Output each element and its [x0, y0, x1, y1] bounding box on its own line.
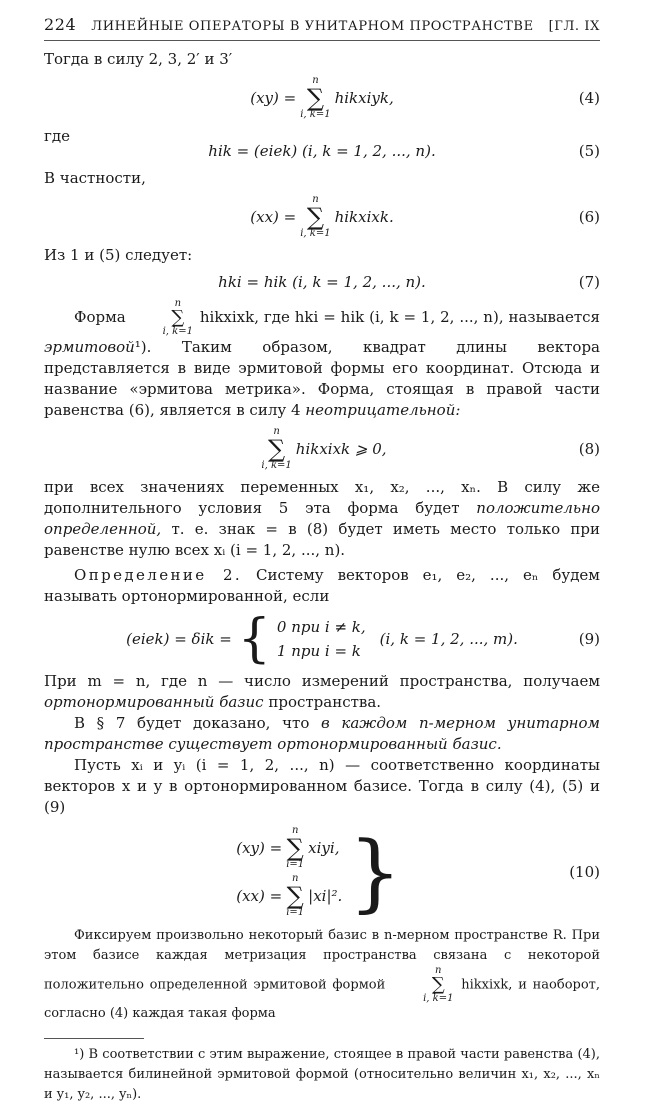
header-chapter: [ГЛ. IX	[548, 19, 600, 34]
eq5-label: (5)	[578, 142, 600, 160]
sum-symbol: n ∑ i, k=1	[393, 966, 453, 1004]
eq6-lhs: (xx) =	[250, 207, 297, 226]
eq9-label: (9)	[578, 629, 600, 648]
eq9-case-1: 0 при i ≠ k,	[276, 618, 366, 636]
eq6-rhs: hikxixk.	[334, 207, 394, 226]
eq4-label: (4)	[578, 88, 600, 107]
p5-term-nonnegative: неотрицательной:	[305, 401, 461, 419]
equation-5	[44, 141, 600, 162]
sum-symbol: n ∑ i, k=1	[300, 75, 331, 120]
eq10-line-2	[236, 874, 342, 918]
eq10-system	[236, 826, 342, 918]
paragraph-6	[44, 477, 600, 561]
p6-term-positive-definite: положительно определенной,	[44, 499, 600, 538]
eq8-rhs: hikxixk ⩾ 0,	[295, 439, 387, 458]
sum-symbol: n ∑ i, k=1	[300, 194, 331, 239]
eq10-label: (10)	[569, 862, 600, 881]
page-number: 224	[44, 15, 77, 34]
sum-lower: i, k=1	[423, 993, 454, 1004]
sum-upper: n	[174, 298, 182, 309]
sum-upper: n	[435, 965, 442, 976]
p7-text-a: При m = n, где n — число измерений пространства, получаем	[44, 672, 600, 690]
footnote-divider	[44, 1038, 144, 1039]
eq9-condition: (i, k = 1, 2, ..., m).	[379, 629, 518, 648]
eq4-lhs: (xy) =	[250, 88, 297, 107]
sum-upper: n	[291, 873, 299, 884]
sum-symbol: n ∑ i, k=1	[261, 426, 292, 471]
definition-text: Систему векторов e₁, e₂, ..., eₙ будем называть ортонормированной, если	[44, 566, 600, 605]
p8-text-a: В § 7 будет доказано, что	[74, 714, 310, 732]
left-brace: {	[237, 609, 271, 669]
eq10-line-2-rhs: |xi|².	[308, 886, 343, 905]
paragraph-2: где	[44, 127, 70, 145]
p5-term-hermitian: эрмитовой	[44, 338, 135, 356]
equation-4	[44, 76, 600, 120]
paragraph-7	[44, 671, 600, 713]
footnote: ¹) В соответствии с этим выражение, стоящее в правой части равенства (4), называется билинейной эрмитовой формой (относительно величин x₁, x₂, ..., xₙ и y₁, y₂, ..., yₙ).	[44, 1047, 600, 1102]
eq9-cases	[277, 615, 366, 663]
eq9-lhs: (eiek) = δik =	[126, 629, 232, 648]
p8-theorem: в каждом n-мерном унитарном пространстве существует ортонормированный базис.	[44, 714, 600, 753]
sum-upper: n	[312, 194, 319, 205]
paragraph-4: Из 1 и (5) следует:	[44, 246, 193, 264]
sum-symbol: n ∑ i, k=1	[133, 299, 193, 337]
eq10-line-2-lhs: (xx) =	[236, 886, 283, 905]
small-text-b: hikxixk, и наоборот, согласно (4) каждая такая форма	[44, 977, 600, 1021]
running-header	[44, 14, 600, 41]
eq8-label: (8)	[578, 439, 600, 458]
sum-upper: n	[312, 75, 319, 86]
sum-lower: i, k=1	[300, 109, 331, 120]
sum-lower: i, k=1	[300, 228, 331, 239]
paragraph-8	[44, 713, 600, 755]
small-text-a: Фиксируем произвольно некоторый базис в n-мерном пространстве R. При этом базисе каждая метризация пространства связана с некоторой положительно определенной эрмитовой формой	[44, 928, 600, 993]
p6-text-a: при всех значениях переменных x₁, x₂, ..., xₙ. В силу же дополнительного условия 5 эта форма будет	[44, 478, 600, 517]
eq7-label: (7)	[578, 273, 600, 291]
sum-upper: n	[273, 426, 280, 437]
p7-text-c: пространства.	[268, 693, 382, 711]
sum-lower: i=1	[286, 907, 305, 918]
eq10-line-1-rhs: xiyi,	[308, 838, 340, 857]
equation-8	[44, 427, 600, 471]
eq6-label: (6)	[578, 207, 600, 226]
sum-lower: i, k=1	[261, 460, 292, 471]
paragraph-3: В частности,	[44, 169, 146, 187]
sum-lower: i, k=1	[162, 326, 193, 337]
right-brace: }	[348, 823, 402, 921]
equation-6	[44, 195, 600, 239]
equation-7	[44, 272, 600, 293]
sum-lower: i=1	[286, 859, 305, 870]
sum-upper: n	[291, 825, 299, 836]
definition-label: Определение 2.	[74, 566, 243, 584]
sum-symbol: n ∑ i=1	[286, 873, 305, 918]
eq4-rhs: hikxiyk,	[334, 88, 394, 107]
p6-text-c: т. е. знак = в (8) будет иметь место только при равенстве нулю всех xᵢ (i = 1, 2, ..., n).	[44, 520, 600, 559]
p7-term-orthonormal-basis: ортонормированный базис	[44, 693, 264, 711]
p5-text-b: hikxixk, где hki = hik (i, k = 1, 2, ..., n), называется	[199, 308, 600, 326]
eq10-line-1	[236, 826, 342, 870]
p5-text-a: Форма	[74, 308, 126, 326]
paragraph-1: Тогда в силу 2, 3, 2′ и 3′	[44, 50, 233, 68]
eq7-expr: hki = hik (i, k = 1, 2, ..., n).	[218, 273, 426, 291]
equation-9	[44, 609, 600, 669]
eq10-line-1-lhs: (xy) =	[236, 838, 283, 857]
header-title: ЛИНЕЙНЫЕ ОПЕРАТОРЫ В УНИТАРНОМ ПРОСТРАНСТВЕ	[91, 19, 534, 34]
definition-2	[44, 565, 600, 607]
p5-text-d: ¹). Таким образом, квадрат длины вектора представляется в виде эрмитовой формы его координат. Отсюда и название «эрмитова метрика». Форма, стоящая в правой части равенства (6), является в силу 4	[44, 338, 600, 419]
eq9-case-2: 1 при i = k	[276, 642, 361, 660]
paragraph-5	[44, 299, 600, 421]
page	[44, 14, 600, 1105]
paragraph-9: Пусть xᵢ и yᵢ (i = 1, 2, ..., n) — соответственно координаты векторов x и y в ортонормированном базисе. Тогда в силу (4), (5) и (9)	[44, 756, 600, 816]
sum-symbol: n ∑ i=1	[286, 825, 305, 870]
equation-10	[44, 823, 600, 921]
eq5-expr: hik = (eiek) (i, k = 1, 2, ..., n).	[208, 142, 436, 160]
small-paragraph	[44, 926, 600, 1024]
